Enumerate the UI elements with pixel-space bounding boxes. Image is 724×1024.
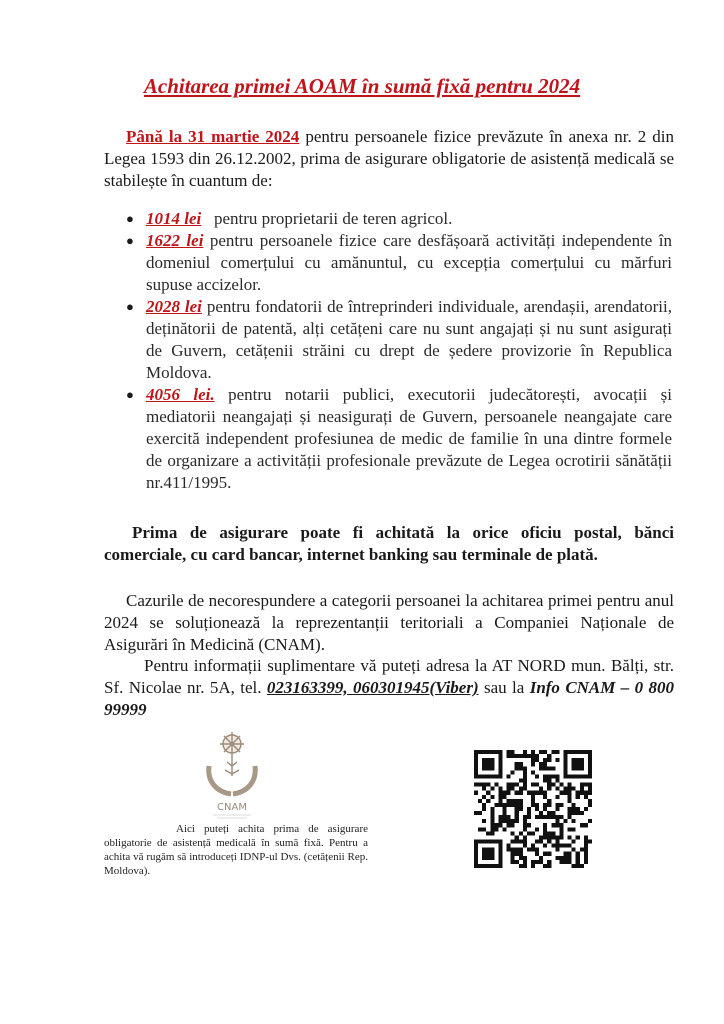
fee-amount: 2028 lei (146, 297, 202, 316)
fee-amount: 4056 lei. (146, 385, 215, 404)
cnam-logo (203, 726, 261, 822)
logo-text: CNAM (217, 802, 247, 813)
fee-list (120, 208, 672, 494)
deadline-text: Până la 31 martie 2024 (126, 127, 300, 146)
info-line: Info CNAM – 0 800 99999 (104, 678, 675, 719)
fee-description: pentru proprietarii de teren agricol. (214, 209, 453, 228)
intro-text: pentru persoanele fizice prevăzute în anexa nr. 2 din Legea 1593 din 26.12.2002, prima de asigurare obligatorie de asistență medicală se stabilește în cuantum de: (104, 127, 674, 190)
contact-paragraph (104, 655, 674, 721)
qr-code[interactable] (474, 750, 592, 868)
fee-item (120, 208, 672, 230)
intro-paragraph (104, 126, 674, 192)
fee-description: pentru persoanele fizice care desfășoară activități independente în domeniul comerțului cu amănuntul, cu excepția comerțului cu mărfuri supuse accizelor. (146, 231, 672, 294)
fee-description: pentru fondatorii de întreprinderi individuale, arendașii, arendatorii, deținătorii de patentă, alți cetățeni care nu sunt angajați și nu sunt asigurați de Guvern, cetățenii străini cu drept de ședere provizorie în Republica Moldova. (146, 297, 673, 382)
cases-text: Cazurile de necorespundere a categorii persoanei la achitarea primei pentru anul 2024 se soluționează la reprezentanții teritoriali a Companiei Naționale de Asigurări în Medicină (CNAM). (104, 591, 674, 654)
phone-numbers: 023163399, 060301945(Viber) (266, 678, 479, 697)
fee-item (120, 384, 672, 494)
contact-connector: sau la (478, 678, 530, 697)
fee-item (120, 230, 672, 296)
caption-text: Aici puteți achita prima de asigurare obligatorie de asistență medicală în sumă fixă. Pentru a achita vă rugăm să introduceți IDNP-ul Dvs. (cetățenii Rep. Moldova). (104, 823, 368, 877)
fee-item (120, 296, 672, 384)
page-title: Achitarea primei AOAM în sumă fixă pentru 2024 (143, 74, 581, 98)
cases-paragraph (104, 590, 674, 656)
payment-note (104, 522, 674, 566)
bullet-icon: ● (126, 299, 134, 314)
qr-caption (104, 822, 368, 878)
payment-note-text: Prima de asigurare poate fi achitată la orice oficiu postal, bănci comerciale, cu card bancar, internet banking sau terminale de plată. (104, 523, 674, 564)
bullet-icon: ● (126, 387, 134, 402)
contact-text: Pentru informații suplimentare vă puteți adresa la AT NORD mun. Bălți, str. Sf. Nicolae nr. 5A, tel. (104, 656, 674, 697)
fee-description: pentru notarii publici, executorii judecătorești, avocații și mediatorii neangajați și neasigurați de Guvern, persoanele neangajate care exercită independent profesiunea de medic de familie în una dintre formele de organizare a activității profesionale prevăzute de Legea ocrotirii sănătății nr.411/1995. (146, 385, 673, 492)
bullet-icon: ● (126, 211, 134, 226)
fee-amount: 1622 lei (146, 231, 204, 250)
bullet-icon: ● (126, 233, 134, 248)
fee-amount: 1014 lei (146, 209, 202, 228)
